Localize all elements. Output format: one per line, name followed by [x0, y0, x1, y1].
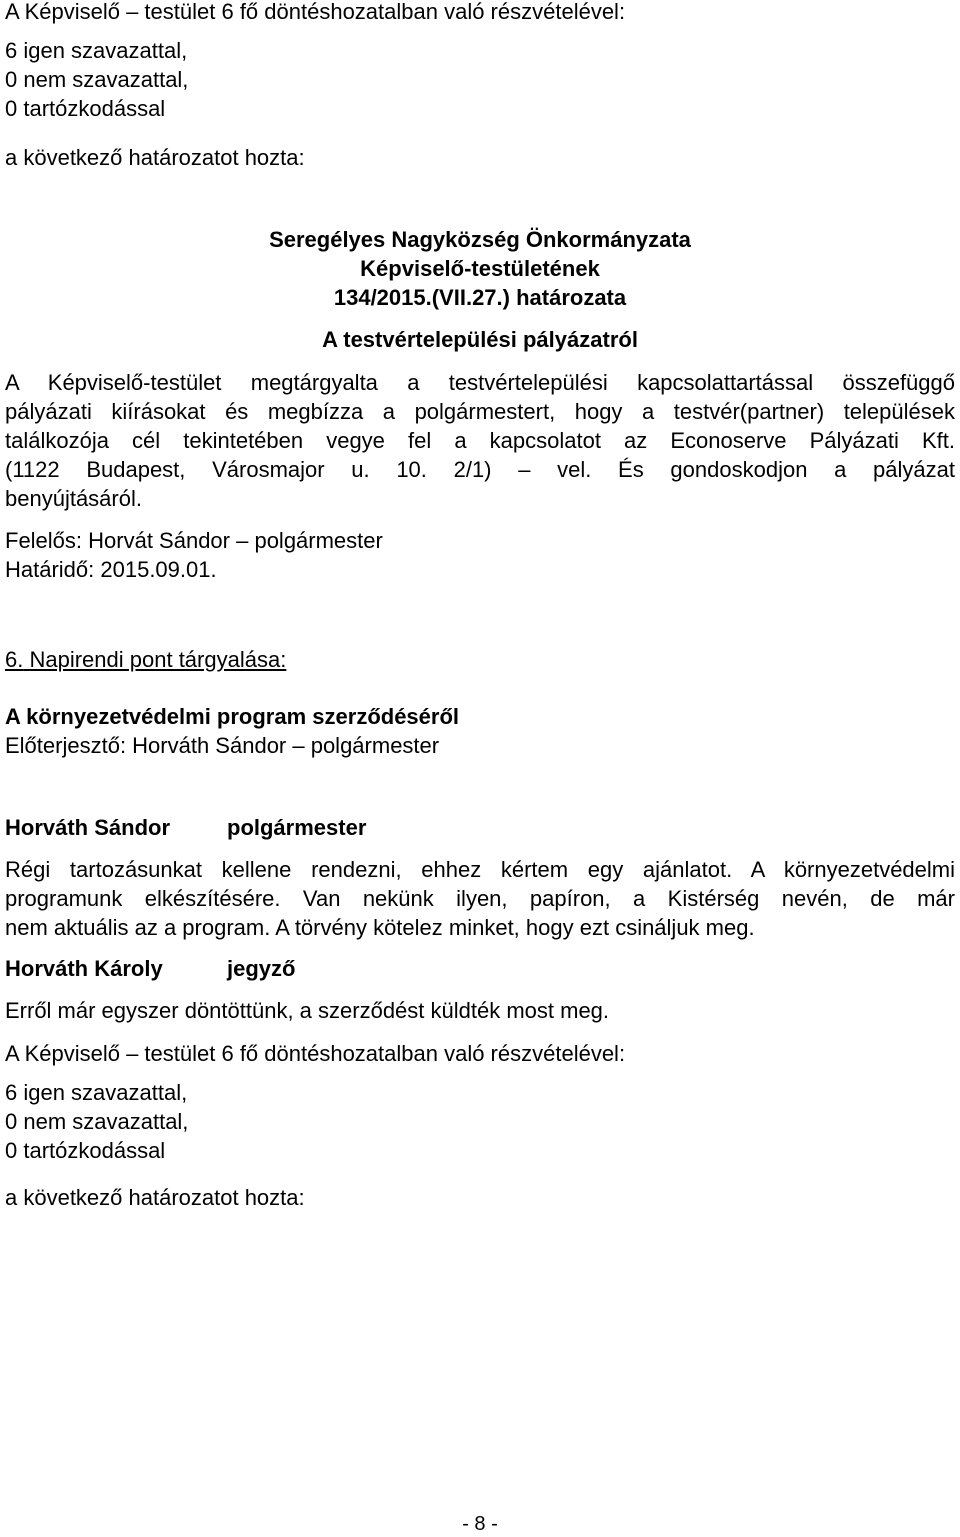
speech-line: nem aktuális az a program. A törvény kötelez minket, hogy ezt csináljuk meg. [5, 915, 755, 940]
resolution-responsible: Felelős: Horvát Sándor – polgármester [5, 528, 383, 553]
vote-abstain: 0 tartózkodással [5, 96, 166, 121]
vote-no: 0 nem szavazattal, [5, 67, 189, 92]
resolution-body-line: (1122 Budapest, Városmajor u. 10. 2/1) – vel. És gondoskodjon a pályázat [5, 457, 955, 482]
speech-line: Régi tartozásunkat kellene rendezni, ehhez kértem egy ajánlatot. A környezetvédelmi [5, 857, 955, 882]
speaker-header [5, 815, 366, 841]
resolution-body-line: pályázati kiírásokat és megbízza a polgármestert, hogy a testvér(partner) települések [5, 399, 955, 424]
resolution-body-line: A Képviselő-testület megtárgyalta a testvértelepülési kapcsolattartással összefüggő [5, 370, 955, 395]
agenda-heading [5, 647, 286, 673]
vote-outro: a következő határozatot hozta: [5, 145, 305, 170]
resolution-title-authority: Seregélyes Nagyközség Önkormányzata [269, 227, 691, 252]
resolution-title-body: Képviselő-testületének [360, 256, 600, 281]
vote-yes: 6 igen szavazattal, [5, 1080, 188, 1105]
speaker-name: Horváth Károly [5, 956, 163, 981]
vote-abstain: 0 tartózkodással [5, 1138, 166, 1163]
speaker-header [5, 956, 295, 982]
resolution-subject: A testvértelepülési pályázatról [322, 327, 638, 352]
vote-intro: A Képviselő – testület 6 fő döntéshozatalban való részvételével: [5, 1041, 626, 1066]
speaker-name: Horváth Sándor [5, 815, 171, 840]
vote-yes: 6 igen szavazattal, [5, 38, 188, 63]
speech-line: Erről már egyszer döntöttünk, a szerződést küldték most meg. [5, 998, 610, 1023]
agenda-heading-text: Napirendi pont tárgyalása: [29, 647, 287, 672]
resolution-deadline: Határidő: 2015.09.01. [5, 557, 217, 582]
speaker-role: jegyző [227, 956, 296, 981]
resolution-title-number: 134/2015.(VII.27.) határozata [333, 285, 627, 310]
agenda-presenter: Előterjesztő: Horváth Sándor – polgármester [5, 733, 440, 758]
resolution-body-line: benyújtásáról. [5, 486, 142, 511]
speech-line: programunk elkészítésére. Van nekünk ilyen, papíron, a Kistérség nevén, de már [5, 886, 955, 911]
speaker-role: polgármester [227, 815, 367, 840]
resolution-body-line: találkozója cél tekintetében vegye fel a kapcsolatot az Econoserve Pályázati Kft. [5, 428, 955, 453]
agenda-topic: A környezetvédelmi program szerződéséről [5, 704, 460, 729]
vote-intro: A Képviselő – testület 6 fő döntéshozatalban való részvételével: [5, 0, 626, 24]
page-number: - 8 - [462, 1513, 498, 1535]
vote-no: 0 nem szavazattal, [5, 1109, 189, 1134]
agenda-number: 6. [5, 647, 24, 672]
vote-outro: a következő határozatot hozta: [5, 1185, 305, 1210]
